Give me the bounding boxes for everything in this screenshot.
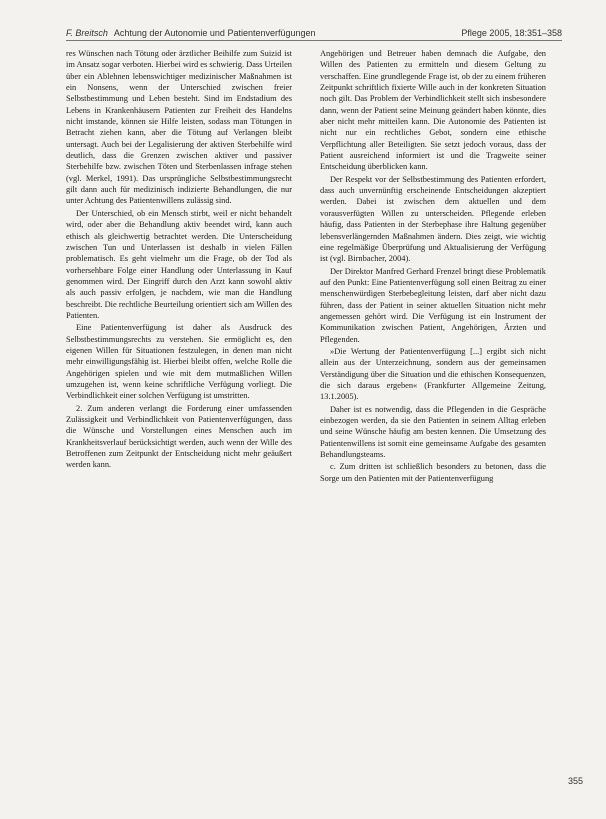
paragraph: Daher ist es notwendig, dass die Pflegenden in die Gespräche einbezogen werden, da sie den Patienten in seinem Alltag erleben und seine Wünsche häufig am besten kennen. Die Umsetzung des Patientenwillens ist somit eine gemeinsame Aufgabe des gesamten Behandlungsteams. [320,404,546,460]
paragraph: Der Unterschied, ob ein Mensch stirbt, weil er nicht behandelt wird, oder aber die Behandlung aktiv beendet wird, kann auch ethisch als gleichwertig betrachtet werden. Die Unterscheidung zwischen Tun und Unterlassen ist deshalb in vielen Fällen problematisch. Es geht vielmehr um die Frage, ob der Tod als vorhersehbare Folge einer Handlung oder Unterlassung in Kauf genommen wird. Der Eingriff durch den Arzt kann sowohl aktiv als auch passiv erfolgen, je nachdem, wie man die Handlung beschreibt. Die rechtliche Beurteilung orientiert sich am Willen des Patienten. [66,208,292,320]
running-header [66,24,562,41]
paragraph: c. Zum dritten ist schließlich besonders zu betonen, dass die Sorge um den Patienten mit der Patientenverfügung [320,462,546,483]
header-author: F. Breitsch [66,28,108,38]
quote-paragraph: »Die Wertung der Patientenverfügung [...] ergibt sich nicht allein aus der Unterzeichnung, sondern aus der gemeinsamen Verständigung über die Situation und die ethischen Konsequenzen, die sich daraus ergeben« (Frankfurter Allgemeine Zeitung, 13.1.2005). [320,346,546,402]
paragraph: Angehörigen und Betreuer haben demnach die Aufgabe, den Willen des Patienten zu ermitteln und diesem Geltung zu verschaffen. Eine grundlegende Frage ist, ob der zu einem früheren Zeitpunkt schriftlich fixierte Wille auch in der konkreten Situation noch gilt. Das Problem der Verbindlichkeit stellt sich insbesondere dann, wenn der Patient seine Meinung geändert haben könnte, dies aber nicht mehr mitteilen kann. Die Autonomie des Patienten ist nicht nur ein rechtliches Gebot, sondern eine ethische Verpflichtung aller Beteiligten. Sie setzt jedoch voraus, dass der Patient ausreichend informiert ist und die Tragweite seiner Entscheidung überblicken kann. [320,49,546,172]
page-number: 355 [568,776,584,786]
paragraph: Der Direktor Manfred Gerhard Frenzel bringt diese Problematik auf den Punkt: Eine Patientenverfügung soll einen Beitrag zu einer menschenwürdigen Sterbebegleitung leisten, darf aber nicht dazu führen, dass der Patient in seiner aktuellen Situation nicht mehr angemessen gehört wird. Die Verfügung ist ein Instrument der Kommunikation zwischen Patient, Angehörigen, Ärzten und Pflegenden. [320,266,546,344]
paragraph: Eine Patientenverfügung ist daher als Ausdruck des Selbstbestimmungsrechts zu verstehen. Sie ermöglicht es, den eigenen Willen für Situationen festzulegen, in denen man nicht mehr einwilligungsfähig ist. Hierbei bleibt offen, welche Rolle die Angehörigen spielen und wie mit dem mutmaßlichen Willen umzugehen ist, wenn keine schriftliche Verfügung vorliegt. Die Verbindlichkeit einer solchen Verfügung ist umstritten. [66,323,292,401]
right-column [320,48,546,788]
header-source: Pflege 2005, 18:351–358 [461,28,562,38]
paragraph: res Wünschen nach Tötung oder ärztlicher Beihilfe zum Suizid ist im Ansatz sogar verboten. Hierbei wird es schwierig. Dass Urteilen über ein Ablehnen lebenswichtiger medizinischer Maßnahmen ist ein Nonsens, wenn der Unterschied zwischen freier Selbstbestimmung und Leben besteht. Sind im Endstadium des Lebens in Krankenhäusern Patienten zur Freiheit des Handelns nicht imstande, können sie Hilfe leisten, sodass man Tötungen in Betracht ziehen kann, aber die Tötung auf Verlangen bleibt untersagt. Auch bei der Legalisierung der aktiven Sterbehilfe wird deutlich, dass die Grenzen zwischen aktiver und passiver Sterbehilfe bzw. zwischen Töten und Sterbenlassen infrage stehen (vgl. Merkel, 1991). Das ursprüngliche Selbstbestimmungsrecht gilt dann auch für medizinisch indizierte Behandlungen, die nur unter Achtung des Patientenwillens zulässig sind. [66,49,292,206]
paragraph: Der Respekt vor der Selbstbestimmung des Patienten erfordert, dass auch unvernünftig erscheinende Entscheidungen akzeptiert werden. Dabei ist zwischen dem aktuellen und dem vorausverfügten Willen zu unterscheiden. Pflegende erleben häufig, dass Patienten in der Sterbephase ihre Haltung gegenüber lebensverlängernden Maßnahmen ändern. Dies zeigt, wie wichtig eine regelmäßige Überprüfung und Aktualisierung der Verfügung ist (vgl. Birnbacher, 2004). [320,174,546,264]
header-title: Achtung der Autonomie und Patientenverfügungen [113,28,316,38]
left-column [66,48,292,788]
paragraph: 2. Zum anderen verlangt die Forderung einer umfassenden Zulässigkeit und Verbindlichkeit von Patientenverfügungen, dass die Wünsche und Vorstellungen eines Menschen auch im Krankheitsverlauf berücksichtigt werden, auch wenn der Wille des Betroffenen zum Zeitpunkt der Entscheidung nicht mehr geäußert werden kann. [66,403,292,470]
